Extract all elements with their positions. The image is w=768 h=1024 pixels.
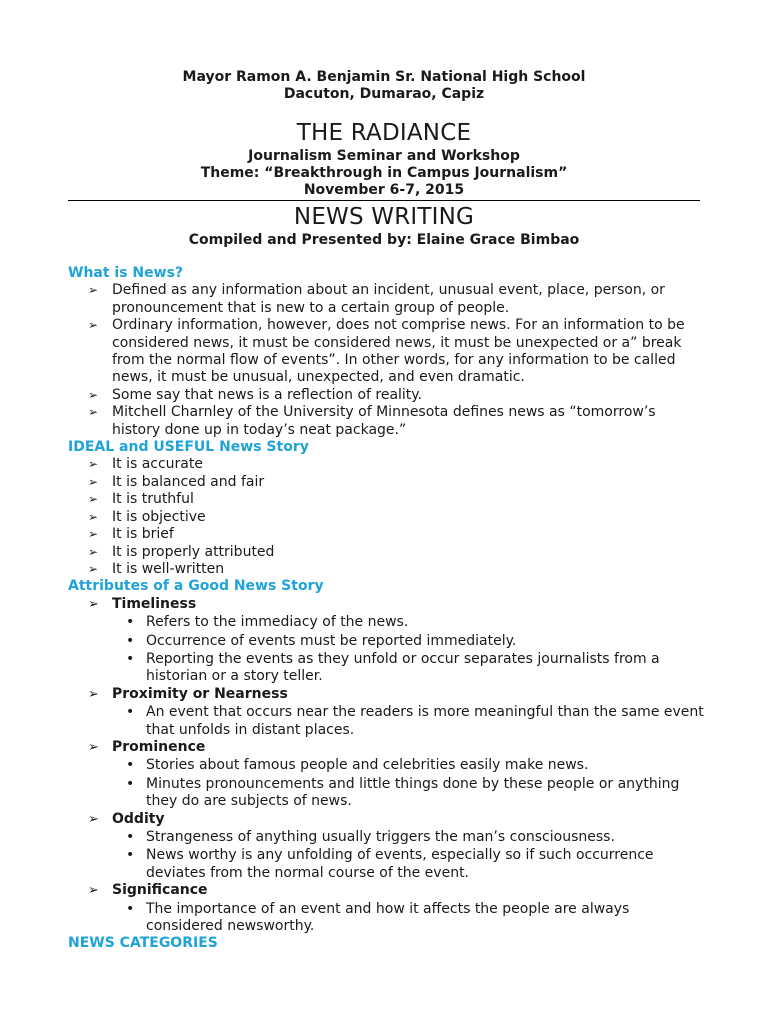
school-header <box>0 69 768 103</box>
attribute-prominence <box>68 739 708 811</box>
arrow-right-icon: ➢ <box>88 405 99 420</box>
section-heading-ideal-news-story: IDEAL and USEFUL News Story <box>68 439 309 456</box>
list-item: ➢ It is accurate <box>88 456 203 473</box>
event-date: November 6-7, 2015 <box>303 182 465 198</box>
list-item: ➢ It is truthful <box>88 491 194 508</box>
event-theme: Theme: “Breakthrough in Campus Journalism” <box>200 165 568 181</box>
attribute-oddity <box>68 811 708 883</box>
section-heading-news-categories: NEWS CATEGORIES <box>68 935 218 952</box>
attribute-points <box>112 757 708 810</box>
list-item: • Refers to the immediacy of the news. <box>126 614 409 631</box>
list-item: ➢ It is balanced and fair <box>88 473 265 490</box>
list-item: • Occurrence of events must be reported immediately. <box>126 632 517 649</box>
event-info <box>0 148 768 199</box>
arrow-right-icon: ➢ <box>88 318 99 333</box>
bullet-icon: • <box>126 900 135 917</box>
list-item: • An event that occurs near the readers is more meaningful than the same event that unfolds in distant places. <box>126 704 704 738</box>
arrow-right-icon: ➢ <box>88 596 99 612</box>
list-item: ➢ It is well-written <box>88 560 225 577</box>
arrow-right-icon: ➢ <box>88 283 99 298</box>
what-is-news-list <box>68 282 708 439</box>
list-item: ➢ It is properly attributed <box>88 543 275 560</box>
arrow-right-icon: ➢ <box>88 457 99 472</box>
arrow-right-icon: ➢ <box>88 509 99 524</box>
arrow-right-icon: ➢ <box>88 561 99 576</box>
attribute-points <box>112 901 708 936</box>
attribute-title: Oddity <box>112 810 165 827</box>
ideal-news-list <box>68 456 708 578</box>
section-heading-attributes: Attributes of a Good News Story <box>68 578 324 595</box>
horizontal-divider <box>68 200 700 201</box>
attribute-title: Proximity or Nearness <box>112 685 288 702</box>
list-item: ➢ It is objective <box>88 508 206 525</box>
arrow-right-icon: ➢ <box>88 527 99 542</box>
attribute-points <box>112 829 708 882</box>
list-item: ➢ Defined as any information about an incident, unusual event, place, person, or pronouncement that is new to a certain group of people. <box>88 282 665 316</box>
bullet-icon: • <box>126 847 135 864</box>
list-item: • Minutes pronouncements and little things done by these people or anything they do are subjects of news. <box>126 775 680 810</box>
list-item: ➢ Mitchell Charnley of the University of Minnesota defines news as “tomorrow’s history done up in today’s neat package.” <box>88 404 656 438</box>
attribute-significance <box>68 882 708 935</box>
attribute-proximity <box>68 686 708 739</box>
attribute-timeliness <box>68 596 708 686</box>
bullet-icon: • <box>126 614 135 631</box>
attribute-title: Significance <box>112 882 208 899</box>
list-item: ➢ Some say that news is a reflection of reality. <box>88 386 423 403</box>
list-item: ➢ It is brief <box>88 526 174 543</box>
school-name: Mayor Ramon A. Benjamin Sr. National High School <box>182 69 586 85</box>
arrow-right-icon: ➢ <box>88 387 99 402</box>
list-item: ➢ Ordinary information, however, does not comprise news. For an information to be considered news, it must be considered news, it must be unexpected or a” break from the normal flow of events”. In other words, for any information to be called news, it must be unusual, unexpected, and even dramatic. <box>88 317 685 386</box>
bullet-icon: • <box>126 650 135 667</box>
list-item: • The importance of an event and how it affects the people are always considered newsworthy. <box>126 900 630 935</box>
document-body <box>68 265 708 953</box>
arrow-right-icon: ➢ <box>88 739 99 755</box>
bullet-icon: • <box>126 632 135 649</box>
list-item: • Reporting the events as they unfold or occur separates journalists from a historian or a story teller. <box>126 650 660 685</box>
arrow-right-icon: ➢ <box>88 811 99 827</box>
school-address: Dacuton, Dumarao, Capiz <box>283 86 485 102</box>
arrow-right-icon: ➢ <box>88 686 99 702</box>
arrow-right-icon: ➢ <box>88 474 99 489</box>
presenter-line: Compiled and Presented by: Elaine Grace Bimbao <box>188 232 580 248</box>
publication-title: THE RADIANCE <box>296 120 472 146</box>
bullet-icon: • <box>126 757 135 774</box>
topic-title: NEWS WRITING <box>293 204 475 230</box>
attribute-title: Prominence <box>112 738 206 755</box>
arrow-right-icon: ➢ <box>88 492 99 507</box>
list-item: • Stories about famous people and celebrities easily make news. <box>126 757 589 774</box>
list-item: • Strangeness of anything usually triggers the man’s consciousness. <box>126 829 615 845</box>
bullet-icon: • <box>126 775 135 792</box>
section-heading-what-is-news: What is News? <box>68 265 184 281</box>
bullet-icon: • <box>126 704 135 721</box>
attribute-title: Timeliness <box>112 595 197 612</box>
attribute-points <box>112 614 708 686</box>
event-name: Journalism Seminar and Workshop <box>248 148 520 164</box>
arrow-right-icon: ➢ <box>88 883 99 899</box>
attributes-list <box>68 596 708 936</box>
list-item: • News worthy is any unfolding of events, especially so if such occurrence deviates from the normal course of the event. <box>126 847 654 881</box>
arrow-right-icon: ➢ <box>88 544 99 559</box>
bullet-icon: • <box>126 829 135 845</box>
attribute-points <box>112 704 708 739</box>
